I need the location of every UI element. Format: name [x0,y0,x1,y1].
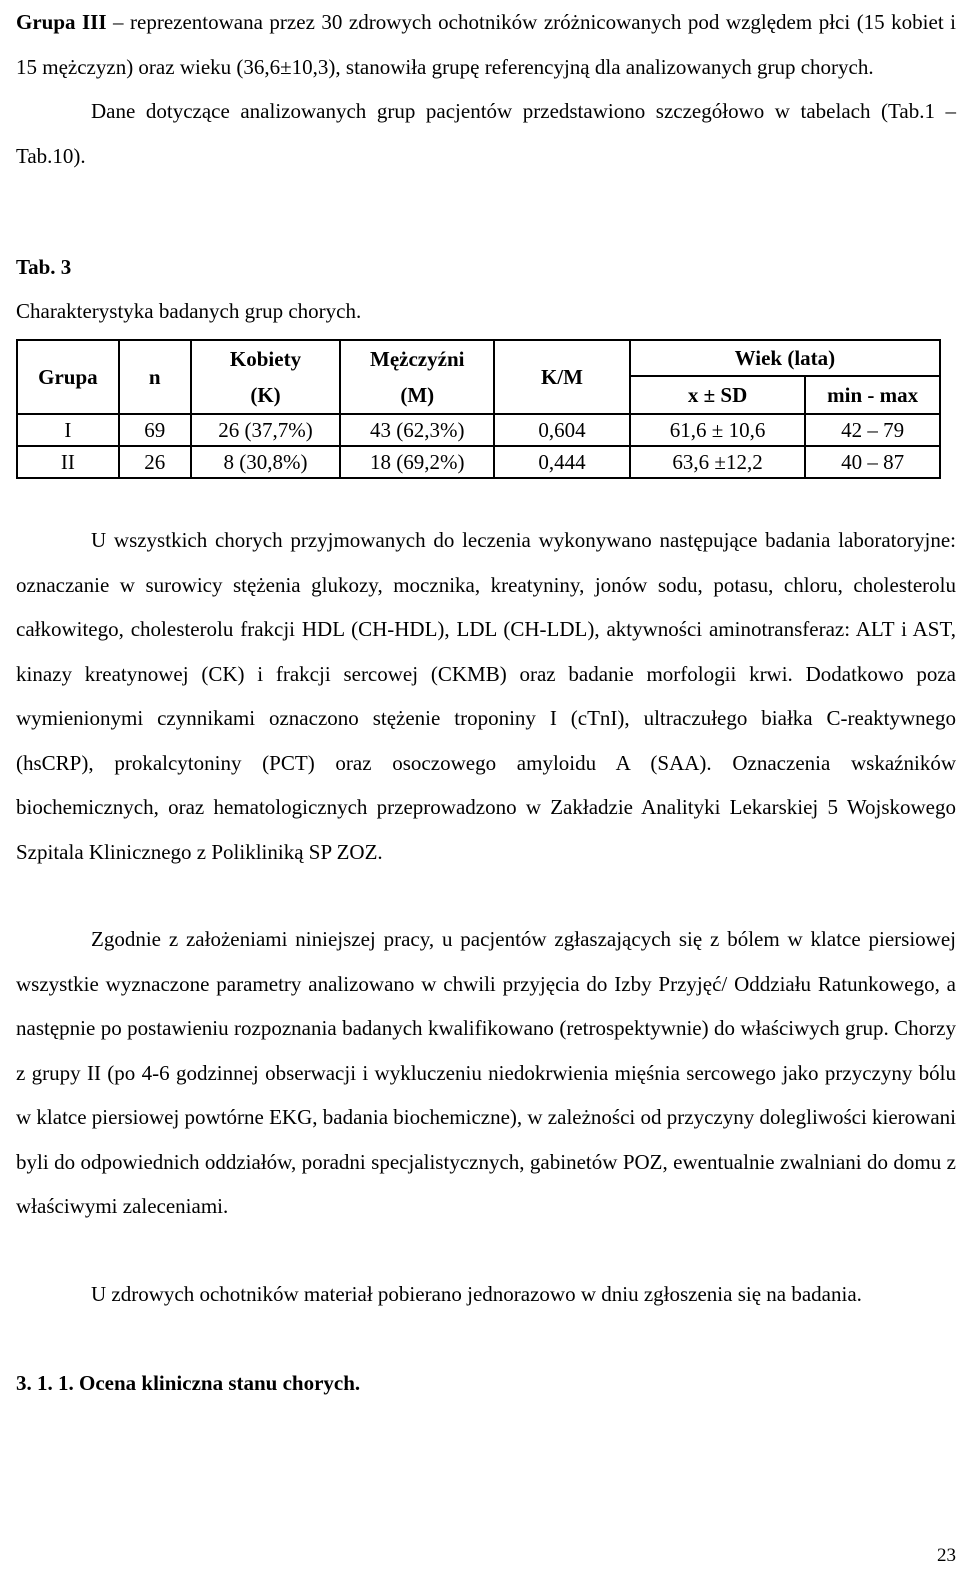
header-grupa: Grupa [17,340,119,414]
section-heading: 3. 1. 1. Ocena kliniczna stanu chorych. [16,1371,361,1395]
patient-groups-table [16,339,941,479]
cell-mean-sd: 63,6 ±12,2 [630,446,806,478]
header-mean-sd: x ± SD [630,376,806,414]
header-kobiety-sub: (K) [191,376,341,414]
cell-grupa: I [17,414,119,446]
lab-tests-paragraph: U wszystkich chorych przyjmowanych do leczenia wykonywano następujące badania laboratoryjne: oznaczanie w surowicy stężenia glukozy, mocznika, kreatyniny, jonów sodu, potasu, chloru, cholesterolu całkowitego, cholesterolu frakcji HDL (CH-HDL), LDL (CH-LDL), aktywności aminotransferaz: ALT i AST, kinazy kreatynowej (CK) i frakcji sercowej (CKMB) oraz badanie morfologii krwi. Dodatkowo poza wymienionymi czynnikami oznaczono stężenie troponiny I (cTnI), ultraczułego białka C-reaktywnego (hsCRP), prokalcytoniny (PCT) oraz osoczowego amyloidu A (SAA). Oznaczenia wskaźników biochemicznych, oraz hematologicznych przeprowadzono w Zakładzie Analityki Lekarskiej 5 Wojskowego Szpitala Klinicznego z Polikliniką SP ZOZ. [16,528,956,864]
cell-km: 0,444 [494,446,630,478]
header-n: n [119,340,191,414]
table-row [17,446,940,478]
volunteers-paragraph: U zdrowych ochotników materiał pobierano jednorazowo w dniu zgłoszenia się na badania. [91,1282,862,1306]
header-mezczyzni-sub: (M) [340,376,494,414]
cell-mezczyzni: 18 (69,2%) [340,446,494,478]
intro-text: – reprezentowana przez 30 zdrowych ochotników zróżnicowanych pod względem płci (15 kobiet i 15 mężczyzn) oraz wieku (36,6±10,3), stanowiła grupę referencyjną dla analizowanych grup chorych. [16,10,956,79]
header-min-max: min - max [805,376,940,414]
page-number: 23 [937,1545,956,1566]
header-km: K/M [494,340,630,414]
cell-n: 69 [119,414,191,446]
cell-mean-sd: 61,6 ± 10,6 [630,414,806,446]
cell-n: 26 [119,446,191,478]
cell-grupa: II [17,446,119,478]
group-label: Grupa III [16,10,107,34]
methodology-paragraph: Zgodnie z założeniami niniejszej pracy, u pacjentów zgłaszających się z bólem w klatce piersiowej wszystkie wyznaczone parametry analizowano w chwili przyjęcia do Izby Przyjęć/ Oddziału Ratunkowego, a następnie po postawieniu rozpoznania badanych kwalifikowano (retrospektywnie) do właściwych grup. Chorzy z grupy II (po 4-6 godzinnej obserwacji i wykluczeniu niedokrwienia mięśnia sercowego jako przyczyny bólu w klatce piersiowej powtórne EKG, badania biochemiczne), w zależności od przyczyny dolegliwości kierowani byli do odpowiednich oddziałów, poradni specjalistycznych, gabinetów POZ, ewentualnie zwalniani do domu z właściwymi zaleceniami. [16,927,956,1218]
table-caption: Charakterystyka badanych grup chorych. [16,299,362,323]
header-mezczyzni: Mężczyźni [340,340,494,376]
cell-kobiety: 26 (37,7%) [191,414,341,446]
intro-paragraph [16,0,956,178]
header-wiek: Wiek (lata) [630,340,940,376]
cell-kobiety: 8 (30,8%) [191,446,341,478]
cell-min-max: 40 – 87 [805,446,940,478]
cell-km: 0,604 [494,414,630,446]
table-row [17,414,940,446]
cell-min-max: 42 – 79 [805,414,940,446]
table-label: Tab. 3 [16,255,72,279]
cell-mezczyzni: 43 (62,3%) [340,414,494,446]
intro-text-2: Dane dotyczące analizowanych grup pacjentów przedstawiono szczegółowo w tabelach (Tab.1 – Tab.10). [16,99,956,168]
header-kobiety: Kobiety [191,340,341,376]
